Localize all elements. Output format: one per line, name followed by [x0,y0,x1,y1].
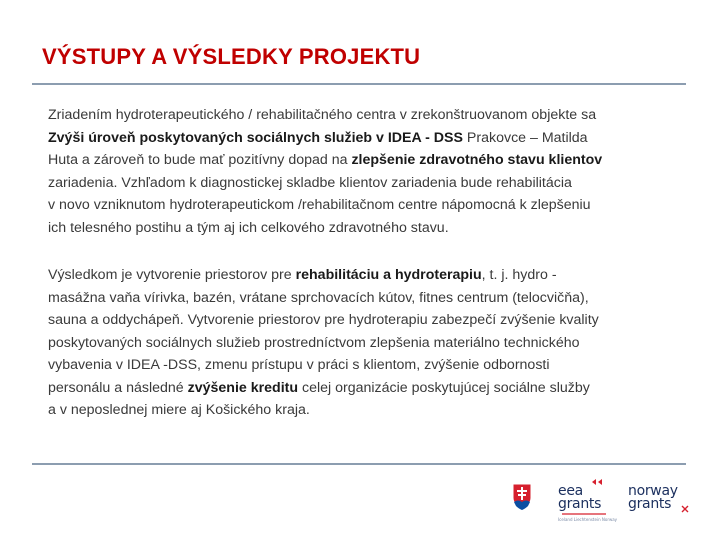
text-segment: zariadenia. Vzhľadom k diagnostickej skladbe klientov zariadenia bude rehabilitácia [48,174,572,191]
paragraph-results [48,264,698,422]
text-segment: a v neposlednej miere aj Košického kraja. [48,402,310,418]
text-segment: Výsledkom je vytvorenie priestorov pre [48,267,296,283]
text-segment: personálu a následné [48,379,188,396]
text-line [48,264,698,287]
emphasis-text: Zvýši úroveň poskytovaných sociálnych služieb v IDEA - DSS [48,129,463,146]
text-line [48,194,698,217]
page-title: VÝSTUPY A VÝSLEDKY PROJEKTU [42,44,421,69]
footer-divider [32,463,686,465]
eea-logo-word-2: grants [558,496,602,512]
eea-grants-logo [552,478,618,524]
emphasis-text: zvýšenie kreditu [187,379,299,396]
text-segment: celej organizácie poskytujúcej sociálne služby [298,379,590,396]
text-segment: poskytovaných sociálnych služieb prostredníctvom zlepšenia materiálno technického [48,334,580,351]
text-segment: Prakovce – Matilda [462,129,588,146]
text-line [48,217,698,240]
eea-logo-word-1: eea [558,483,583,499]
text-line [48,127,698,150]
text-segment: masážna vaňa vírivka, bazén, vrátane sprchovacích kútov, fitnes centrum (telocvičňa), [48,289,589,306]
text-line [48,399,698,422]
emphasis-text: rehabilitáciu a hydroterapiu [295,267,482,283]
slovak-coat-of-arms-icon [512,483,532,511]
emphasis-text: zlepšenie zdravotného stavu klientov [351,152,603,168]
text-segment: v novo vzniknutom hydroterapeutickom /rehabilitačnom centre nápomocná k zlepšeniu [48,197,591,213]
text-segment: sauna a oddychápeň. Vytvorenie priestorov pre hydroterapiu zabezpečí zvýšenie kvality [48,312,599,328]
text-line [48,377,698,400]
text-line [48,287,698,310]
text-segment: Zriadením hydroterapeutického / rehabilitačného centra v zrekonštruovanom objekte sa [48,107,597,123]
text-line [48,309,698,332]
text-line [48,149,698,172]
eea-logo-tagline: Iceland Liechtenstein Norway [558,517,618,522]
text-segment: , t. j. hydro - [481,267,557,283]
norway-grants-logo [624,478,690,524]
text-line [48,332,698,355]
text-segment: vybavenia v IDEA -DSS, zmenu prístupu v práci s klientom, zvýšenie odbornosti [48,357,550,373]
paragraph-outputs [48,104,698,239]
text-line [48,104,698,127]
norway-logo-word-1: norway [628,483,678,499]
text-line [48,172,698,195]
text-line [48,354,698,377]
norway-logo-word-2: grants [628,496,672,512]
text-segment: ich telesného postihu a tým aj ich celkového zdravotného stavu. [48,219,449,236]
title-divider [32,83,686,85]
text-segment: Huta a zároveň to bude mať pozitívny dopad na [48,152,352,168]
